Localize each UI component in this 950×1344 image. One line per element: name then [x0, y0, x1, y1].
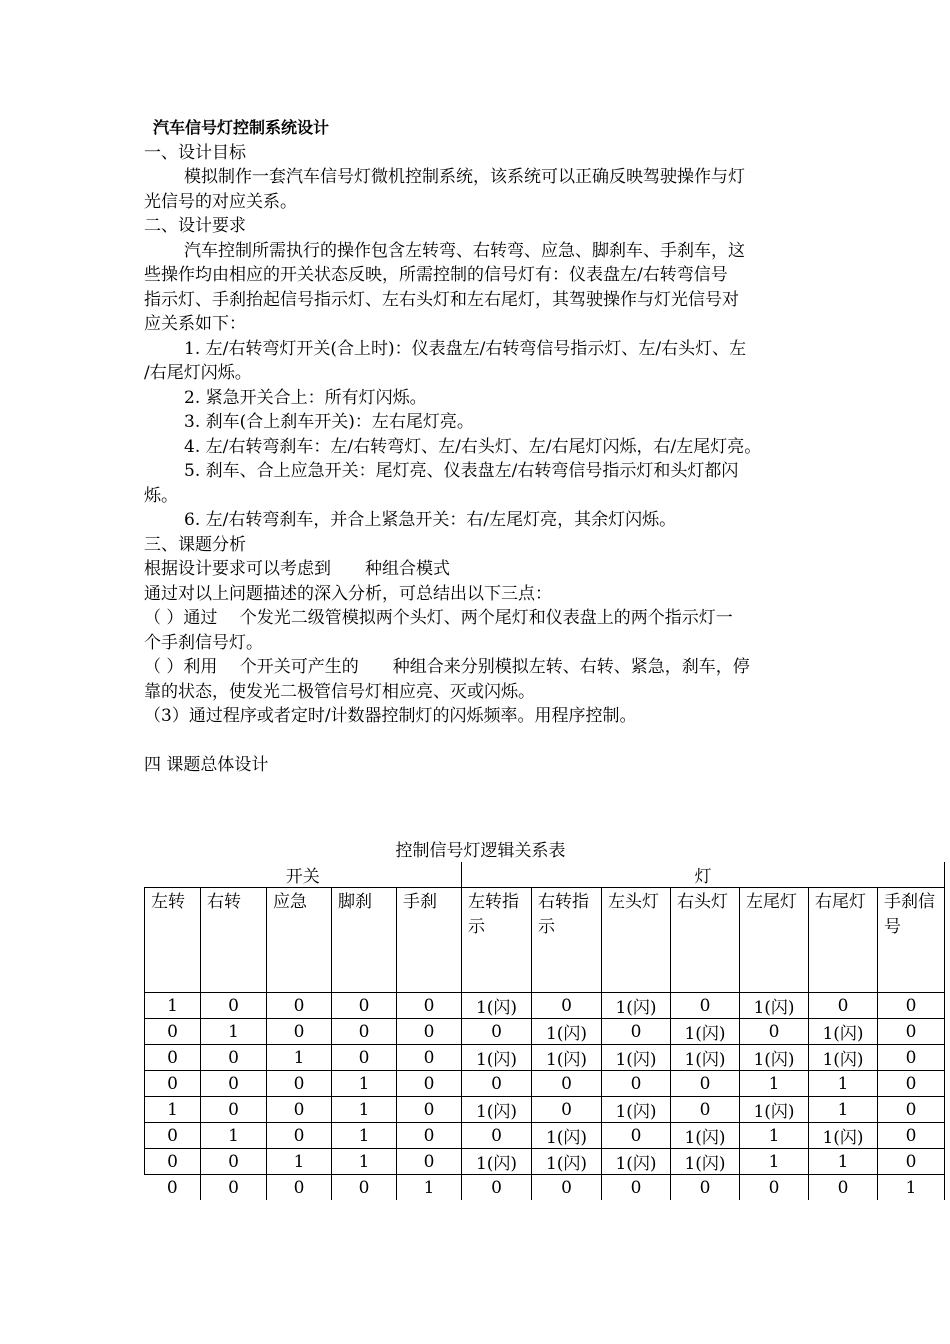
table-cell: 1(闪) [602, 1097, 671, 1123]
table-cell: 0 [462, 1019, 532, 1045]
table-cell: 1(闪) [462, 993, 532, 1019]
table-cell: 1 [145, 1097, 201, 1123]
table-caption: 控制信号灯逻辑关系表 [395, 841, 566, 861]
table-cell: 0 [267, 1097, 332, 1123]
table-cell: 1 [740, 1071, 809, 1097]
table-cell: 0 [267, 1123, 332, 1149]
table-cell: 0 [671, 1071, 740, 1097]
table-row [145, 1097, 945, 1123]
table-cell: 0 [532, 1071, 602, 1097]
table-cell: 1 [201, 1123, 267, 1149]
table-cell: 0 [397, 1019, 462, 1045]
table-cell: 1 [332, 1149, 397, 1175]
table-cell: 0 [145, 1045, 201, 1071]
table-cell: 0 [201, 1097, 267, 1123]
table-cell: 1(闪) [462, 1149, 532, 1175]
section-3-heading: 三、课题分析 [144, 534, 246, 555]
table-cell: 1(闪) [809, 1019, 878, 1045]
table-cell: 1 [809, 1071, 878, 1097]
table-cell: 0 [462, 1123, 532, 1149]
table-cell: 1(闪) [740, 1045, 809, 1071]
table-cell: 1(闪) [602, 1045, 671, 1071]
table-cell: 1 [267, 1045, 332, 1071]
table-cell: 0 [878, 1123, 945, 1149]
section-2-text: 汽车控制所需执行的操作包含左转弯、右转弯、应急、脚刹车、手刹车，这 [184, 240, 745, 261]
table-cell: 1 [332, 1123, 397, 1149]
table-cell: 0 [671, 1097, 740, 1123]
requirement-item: 6. 左/右转弯刹车，并合上紧急开关：右/左尾灯亮，其余灯闪烁。 [184, 510, 677, 530]
table-row [145, 1123, 945, 1149]
table-cell: 0 [878, 1071, 945, 1097]
table-cell: 0 [878, 1045, 945, 1071]
table-cell: 0 [201, 1071, 267, 1097]
table-cell: 0 [145, 1019, 201, 1045]
table-row [145, 993, 945, 1019]
table-group-header [145, 862, 945, 888]
table-row [145, 1071, 945, 1097]
table-cell: 0 [267, 993, 332, 1019]
table-cell: 1(闪) [462, 1097, 532, 1123]
table-cell: 0 [332, 1019, 397, 1045]
column-header: 脚刹 [332, 888, 397, 993]
table-cell: 0 [878, 1097, 945, 1123]
table-cell: 0 [602, 1019, 671, 1045]
table-cell: 1(闪) [532, 1123, 602, 1149]
logic-table [144, 862, 945, 1200]
table-cell: 1(闪) [671, 1149, 740, 1175]
table-cell: 1(闪) [809, 1045, 878, 1071]
table-cell: 1(闪) [602, 1149, 671, 1175]
requirement-item: /右尾灯闪烁。 [144, 363, 252, 383]
table-cell: 0 [267, 1175, 332, 1201]
table-cell: 1(闪) [671, 1123, 740, 1149]
table-cell: 0 [145, 1071, 201, 1097]
section-3-text: （3）通过程序或者定时/计数器控制灯的闪烁频率。用程序控制。 [144, 706, 637, 726]
table-cell: 0 [201, 1149, 267, 1175]
table-cell: 0 [532, 1097, 602, 1123]
table-cell: 0 [532, 1175, 602, 1201]
section-3-text: （ ）通过 个发光二级管模拟两个头灯、两个尾灯和仪表盘上的两个指示灯一 [144, 608, 733, 628]
section-1-heading: 一、设计目标 [144, 142, 246, 163]
table-row [145, 1019, 945, 1045]
table-cell: 0 [878, 1019, 945, 1045]
column-header: 手刹 [397, 888, 462, 993]
table-cell: 0 [740, 1019, 809, 1045]
table-cell: 1 [740, 1149, 809, 1175]
table-cell: 1(闪) [740, 1097, 809, 1123]
table-cell: 1 [267, 1149, 332, 1175]
section-3-text: 靠的状态，使发光二极管信号灯相应亮、灭或闪烁。 [144, 681, 535, 702]
table-cell: 1 [809, 1149, 878, 1175]
table-cell: 0 [397, 1123, 462, 1149]
requirement-item: 4. 左/右转弯刹车：左/右转弯灯、左/右头灯、左/右尾灯闪烁，右/左尾灯亮。 [184, 436, 762, 457]
table-cell: 0 [201, 1175, 267, 1201]
table-cell: 0 [397, 1071, 462, 1097]
table-cell: 1 [201, 1019, 267, 1045]
column-header: 右头灯 [671, 888, 740, 993]
table-cell: 0 [462, 1175, 532, 1201]
table-cell: 1(闪) [740, 993, 809, 1019]
section-2-heading: 二、设计要求 [144, 216, 246, 236]
lamp-group-label: 灯 [462, 862, 945, 888]
section-3-text: 根据设计要求可以考虑到 种组合模式 [144, 559, 450, 579]
table-cell: 0 [332, 993, 397, 1019]
document-title: 汽车信号灯控制系统设计 [153, 118, 330, 137]
table-cell: 1 [332, 1097, 397, 1123]
column-header: 右转 [201, 888, 267, 993]
table-cell: 1 [397, 1175, 462, 1201]
table-cell: 1(闪) [602, 993, 671, 1019]
column-header: 手刹信号 [878, 888, 945, 993]
table-cell: 0 [602, 1175, 671, 1201]
table-cell: 0 [397, 1097, 462, 1123]
table-cell: 0 [332, 1175, 397, 1201]
table-cell: 0 [602, 1123, 671, 1149]
table-cell: 1 [740, 1123, 809, 1149]
table-row [145, 1149, 945, 1175]
table-cell: 0 [201, 1045, 267, 1071]
requirement-item: 2. 紧急开关合上：所有灯闪烁。 [184, 387, 427, 408]
table-row [145, 1045, 945, 1071]
switch-group-label: 开关 [145, 862, 462, 888]
table-cell: 0 [878, 993, 945, 1019]
table-cell: 0 [809, 993, 878, 1019]
section-3-text: 通过对以上问题描述的深入分析，可总结出以下三点： [144, 583, 552, 604]
column-header: 左转指示 [462, 888, 532, 993]
table-cell: 0 [397, 1045, 462, 1071]
column-header: 应急 [267, 888, 332, 993]
table-cell: 1 [145, 993, 201, 1019]
table-cell: 0 [201, 993, 267, 1019]
requirement-item: 烁。 [144, 485, 178, 506]
table-cell: 0 [878, 1149, 945, 1175]
column-header: 右尾灯 [809, 888, 878, 993]
table-cell: 1(闪) [462, 1045, 532, 1071]
section-3-text: （ ）利用 个开关可产生的 种组合来分别模拟左转、右转、紧急，刹车，停 [144, 657, 750, 677]
table-cell: 0 [462, 1071, 532, 1097]
table-cell: 1(闪) [532, 1149, 602, 1175]
column-header: 左尾灯 [740, 888, 809, 993]
section-1-text: 模拟制作一套汽车信号灯微机控制系统，该系统可以正确反映驾驶操作与灯 [184, 167, 745, 187]
table-cell: 0 [671, 1175, 740, 1201]
table-cell: 1(闪) [671, 1019, 740, 1045]
table-cell: 0 [809, 1175, 878, 1201]
table-cell: 0 [671, 993, 740, 1019]
section-3-text: 个手刹信号灯。 [144, 632, 263, 653]
table-cell: 1 [878, 1175, 945, 1201]
table-cell: 0 [267, 1019, 332, 1045]
column-header: 右转指示 [532, 888, 602, 993]
table-cell: 0 [267, 1071, 332, 1097]
table-cell: 0 [145, 1149, 201, 1175]
section-2-text: 些操作均由相应的开关状态反映，所需控制的信号灯有：仪表盘左/右转弯信号 [144, 265, 728, 285]
table-cell: 0 [740, 1175, 809, 1201]
table-cell: 1(闪) [532, 1045, 602, 1071]
requirement-item: 5. 刹车、合上应急开关：尾灯亮、仪表盘左/右转弯信号指示灯和头灯都闪 [184, 461, 739, 481]
table-cell: 1(闪) [671, 1045, 740, 1071]
table-cell: 1 [332, 1071, 397, 1097]
section-1-text: 光信号的对应关系。 [144, 191, 297, 212]
table-header-row [145, 888, 945, 993]
table-row [145, 1175, 945, 1201]
requirement-item: 3. 刹车(合上刹车开关)：左右尾灯亮。 [184, 412, 474, 432]
table-cell: 0 [602, 1071, 671, 1097]
column-header: 左头灯 [602, 888, 671, 993]
table-cell: 0 [397, 993, 462, 1019]
table-cell: 0 [145, 1175, 201, 1201]
section-4-heading: 四 课题总体设计 [144, 754, 269, 775]
section-2-text: 应关系如下： [144, 314, 246, 334]
table-cell: 0 [145, 1123, 201, 1149]
table-cell: 0 [397, 1149, 462, 1175]
column-header: 左转 [145, 888, 201, 993]
table-cell: 0 [332, 1045, 397, 1071]
table-cell: 1 [809, 1097, 878, 1123]
table-cell: 1(闪) [532, 1019, 602, 1045]
document-body [144, 116, 812, 777]
section-2-text: 指示灯、手刹抬起信号指示灯、左右头灯和左右尾灯，其驾驶操作与灯光信号对 [144, 289, 739, 310]
table-cell: 1(闪) [809, 1123, 878, 1149]
requirement-item: 1. 左/右转弯灯开关(合上时)：仪表盘左/右转弯信号指示灯、左/右头灯、左 [184, 338, 747, 359]
table-cell: 0 [532, 993, 602, 1019]
